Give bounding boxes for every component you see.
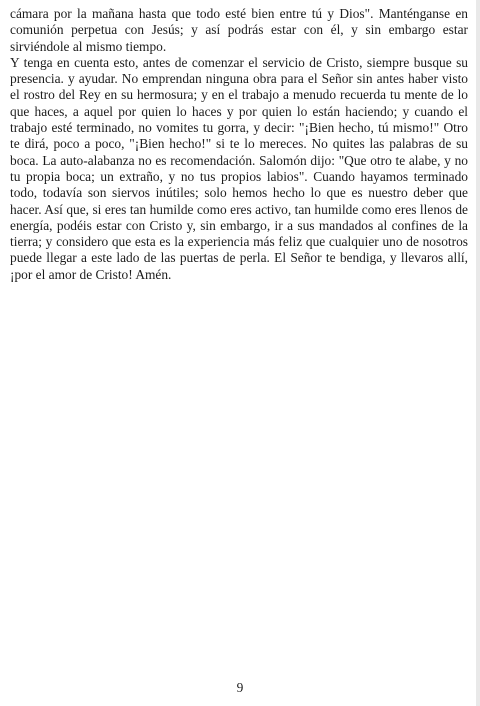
paragraph: cámara por la mañana hasta que todo esté bien entre tú y Dios". Manténganse en comunión perpetua con Jesús; y así podrás estar con él, y sin embargo estar sirviéndole al mismo tiempo. (10, 6, 468, 54)
page-edge-shadow (476, 0, 480, 706)
body-text (10, 6, 468, 283)
page-number: 9 (236, 680, 244, 695)
paragraph: Y tenga en cuenta esto, antes de comenzar el servicio de Cristo, siempre busque su presencia. y ayudar. No emprendan ninguna obra para el Señor sin antes haber visto el rostro del Rey en su hermosura; y en el trabajo a menudo recuerda tu mente de lo que haces, a aquel por quien lo haces y por quien lo están haciendo; y cuando el trabajo esté terminado, no vomites tu gorra, y decir: "¡Bien hecho, tú mismo!" Otro te dirá, poco a poco, "¡Bien hecho!" si te lo mereces. No quites las palabras de su boca. La auto-alabanza no es recomendación. Salomón dijo: "Que otro te alabe, y no tu propia boca; un extraño, y no tus propios labios". Cuando hayamos terminado todo, todavía son siervos inútiles; solo hemos hecho lo que es nuestro deber que hacer. Así que, si eres tan humilde como eres activo, tan humilde como eres llenos de energía, podéis estar con Cristo y, sin embargo, ir a sus mandados al confines de la tierra; y considero que esta es la experiencia más feliz que cualquier uno de nosotros puede llegar a este lado de las puertas de perla. El Señor te bendiga, y llevaros allí, ¡por el amor de Cristo! Amén. (10, 54, 468, 282)
